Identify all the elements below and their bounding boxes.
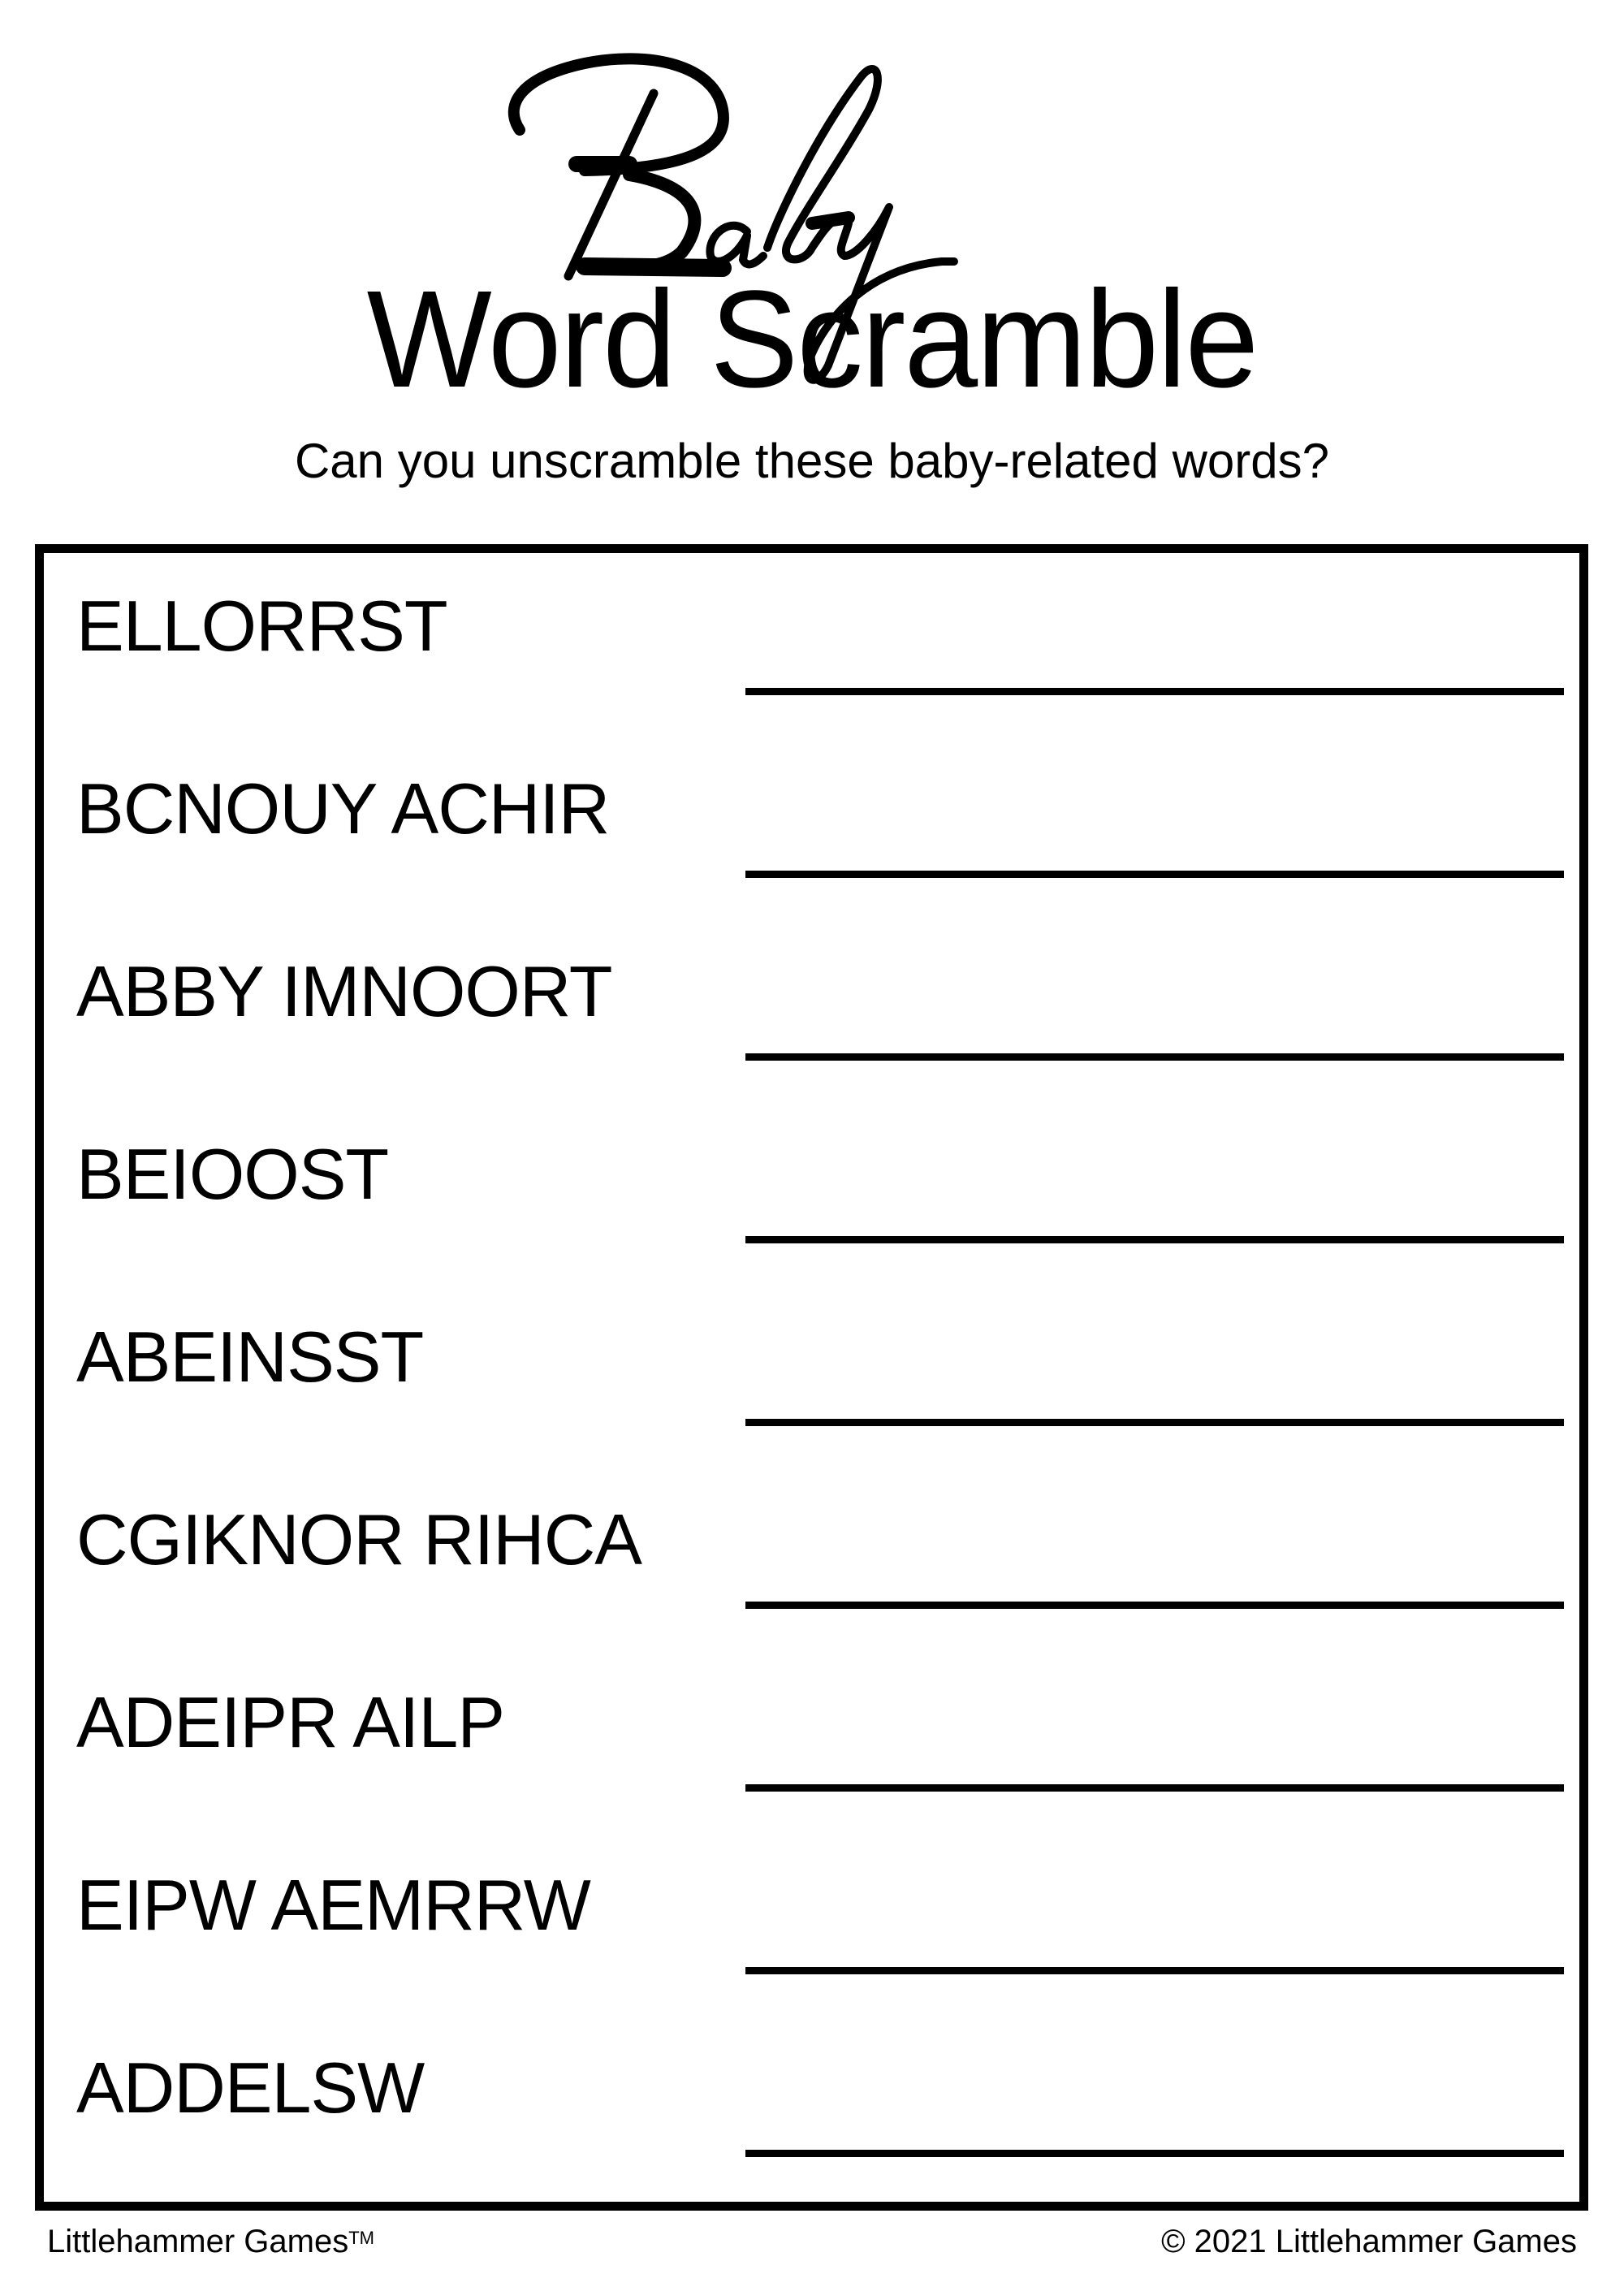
answer-line[interactable] [745,871,1564,878]
answer-line[interactable] [745,1419,1564,1426]
page-title: Word Scramble [366,262,1258,417]
footer-copyright: © 2021 Littlehammer Games [1161,2224,1577,2259]
scrambled-word: EIPW AEMRRW [76,1865,590,1945]
puzzle-row [44,2015,1579,2198]
puzzle-row [44,736,1579,919]
answer-line[interactable] [745,1784,1564,1792]
scrambled-word: BEIOOST [76,1134,389,1214]
footer-brand-text: Littlehammer Games [47,2224,349,2259]
answer-line[interactable] [745,2150,1564,2157]
puzzle-row [44,1101,1579,1284]
scrambled-word: ABBY IMNOORT [76,951,612,1031]
puzzle-row [44,1284,1579,1467]
puzzle-box [35,544,1588,2211]
scrambled-word: ADDELSW [76,2047,425,2128]
answer-line[interactable] [745,1053,1564,1061]
puzzle-row [44,1649,1579,1832]
trademark-mark: TM [348,2228,374,2248]
answer-line[interactable] [745,1602,1564,1609]
puzzle-row [44,553,1579,736]
instructions-text: Can you unscramble these baby-related words? [294,434,1330,488]
answer-line[interactable] [745,1967,1564,1974]
scrambled-word: ADEIPR AILP [76,1682,505,1762]
scrambled-word: CGIKNOR RIHCA [76,1499,641,1580]
answer-line[interactable] [745,688,1564,695]
puzzle-row [44,1467,1579,1649]
scrambled-word: BCNOUY ACHIR [76,768,610,849]
answer-line[interactable] [745,1236,1564,1243]
puzzle-row [44,919,1579,1101]
footer-brand [47,2221,374,2262]
scrambled-word: ABEINSST [76,1316,424,1397]
scrambled-word: ELLORRST [76,586,447,666]
puzzle-row [44,1832,1579,2015]
